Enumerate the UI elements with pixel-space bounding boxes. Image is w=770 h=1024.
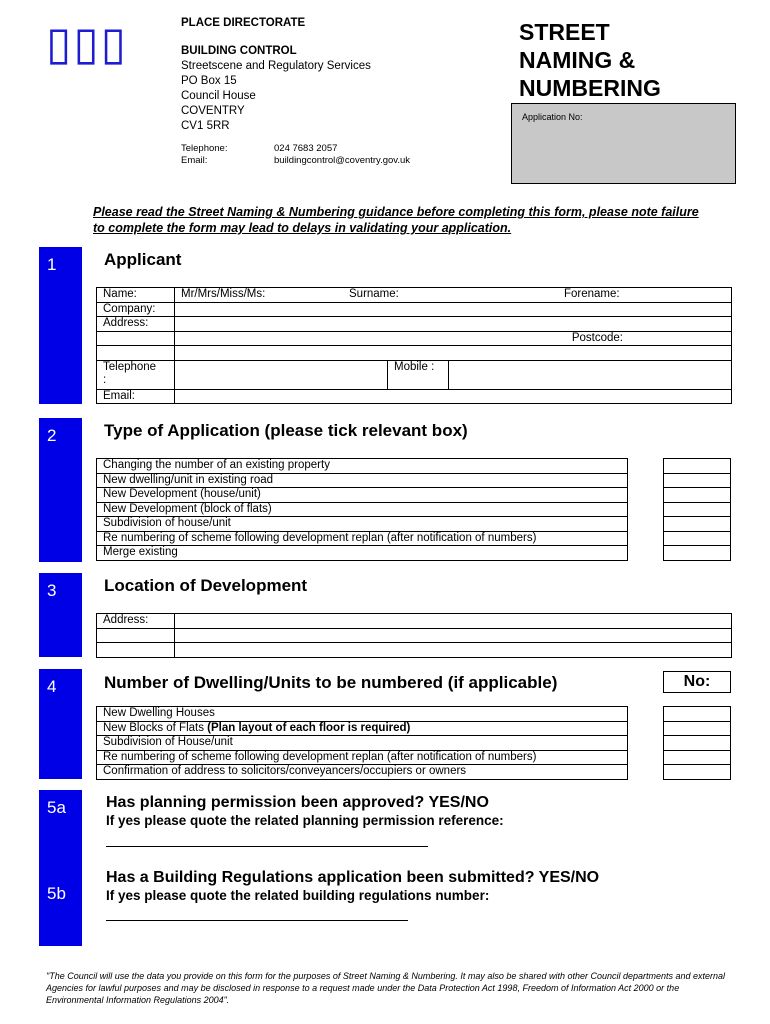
address-line: COVENTRY <box>181 105 245 117</box>
location-address-field[interactable] <box>175 614 732 629</box>
planning-permission-question: Has planning permission been approved? YES/NO <box>106 794 489 811</box>
dwelling-option: Confirmation of address to solicitors/conveyancers/occupiers or owners <box>97 765 628 780</box>
section-heading-applicant: Applicant <box>104 250 182 269</box>
name-label: Name: <box>97 288 175 303</box>
section-heading-location: Location of Development <box>104 576 308 595</box>
company-label: Company: <box>97 302 175 317</box>
mobile-field[interactable] <box>449 360 732 389</box>
address-label: Address: <box>97 317 175 332</box>
number-box[interactable] <box>664 707 731 722</box>
type-option: Merge existing <box>97 546 628 561</box>
email-label: Email: <box>97 389 175 404</box>
section-number-5a: 5a <box>47 798 66 817</box>
tick-box[interactable] <box>664 546 731 561</box>
applicant-table <box>96 287 732 404</box>
type-option: Changing the number of an existing property <box>97 459 628 474</box>
section-number-4: 4 <box>39 669 82 779</box>
location-address-field[interactable] <box>175 643 732 658</box>
tick-box[interactable] <box>664 502 731 517</box>
section-heading-dwellings: Number of Dwelling/Units to be numbered (if applicable) <box>104 673 558 692</box>
section-number-5 <box>39 790 82 946</box>
department-label: BUILDING CONTROL <box>181 45 297 57</box>
council-logo: ▯▯▯ <box>46 17 128 69</box>
form-title: STREET NAMING & NUMBERING <box>519 19 661 101</box>
section-number-5b: 5b <box>47 884 66 903</box>
postcode-field[interactable]: Postcode: <box>175 331 732 346</box>
guidance-note: Please read the Street Naming & Numbering guidance before completing this form, please note failure to complete the form may lead to delays in validating your application. <box>93 205 699 235</box>
telephone-label: Telephone : <box>97 360 175 389</box>
telephone-value: 024 7683 2057 <box>274 143 338 154</box>
dwelling-option: Re numbering of scheme following development replan (after notification of numbers) <box>97 750 628 765</box>
location-address-label: Address: <box>97 614 175 629</box>
dwelling-number-boxes <box>663 706 731 780</box>
telephone-field[interactable] <box>175 360 388 389</box>
type-option: Subdivision of house/unit <box>97 517 628 532</box>
planning-permission-prompt: If yes please quote the related planning permission reference: <box>106 813 504 828</box>
tick-box[interactable] <box>664 517 731 532</box>
contact-details: Telephone: 024 7683 2057 Email: buildingcontrol@coventry.gov.uk <box>181 143 411 166</box>
section-number-2: 2 <box>39 418 82 562</box>
tick-box[interactable] <box>664 488 731 503</box>
number-box[interactable] <box>664 721 731 736</box>
section-heading-type: Type of Application (please tick relevant box) <box>104 421 468 440</box>
address-line: PO Box 15 <box>181 75 237 87</box>
dwelling-option: New Blocks of Flats (Plan layout of each floor is required) <box>97 721 628 736</box>
building-regs-prompt: If yes please quote the related building regulations number: <box>106 888 490 903</box>
type-option: New Development (block of flats) <box>97 502 628 517</box>
data-protection-notice: "The Council will use the data you provide on this form for the purposes of Street Naming & Numbering. It may also be shared with other Council departments and external Agencies for lawful purposes and may be disclosed in response to a request made under the Data Protection Act 1998, Freedom of Information Act 2000 or the Environmental Information Regulations 2004". <box>46 971 726 1005</box>
address-field[interactable] <box>175 317 732 332</box>
tick-box[interactable] <box>664 531 731 546</box>
location-address-field[interactable] <box>175 628 732 643</box>
address-line: Council House <box>181 90 256 102</box>
tick-box[interactable] <box>664 473 731 488</box>
number-box[interactable] <box>664 736 731 751</box>
name-field[interactable]: Mr/Mrs/Miss/Ms: Surname: Forename: <box>175 288 732 303</box>
directorate-label: PLACE DIRECTORATE <box>181 17 306 29</box>
type-option: New Development (house/unit) <box>97 488 628 503</box>
dwelling-option: Subdivision of House/unit <box>97 736 628 751</box>
email-value[interactable]: buildingcontrol@coventry.gov.uk <box>274 155 411 166</box>
tick-box[interactable] <box>664 459 731 474</box>
type-tick-boxes <box>663 458 731 561</box>
planning-reference-line[interactable] <box>106 846 428 847</box>
company-field[interactable] <box>175 302 732 317</box>
number-box[interactable] <box>664 750 731 765</box>
section-number-3: 3 <box>39 573 82 657</box>
application-number-label: Application No: <box>522 112 583 122</box>
application-number-box[interactable] <box>511 103 736 184</box>
number-box[interactable] <box>664 765 731 780</box>
building-regs-number-line[interactable] <box>106 920 408 921</box>
dwelling-option: New Dwelling Houses <box>97 707 628 722</box>
building-regs-question: Has a Building Regulations application been submitted? YES/NO <box>106 869 600 886</box>
mobile-label: Mobile : <box>388 360 449 389</box>
email-field[interactable] <box>175 389 732 404</box>
location-table <box>96 613 732 658</box>
section-number-1: 1 <box>39 247 82 404</box>
dwelling-type-table <box>96 706 628 780</box>
address-line: Streetscene and Regulatory Services <box>181 60 371 72</box>
type-option: Re numbering of scheme following development replan (after notification of numbers) <box>97 531 628 546</box>
address-line: CV1 5RR <box>181 120 230 132</box>
type-option: New dwelling/unit in existing road <box>97 473 628 488</box>
number-header-box: No: <box>663 671 731 693</box>
application-type-table <box>96 458 628 561</box>
address-extra-field[interactable] <box>175 346 732 361</box>
